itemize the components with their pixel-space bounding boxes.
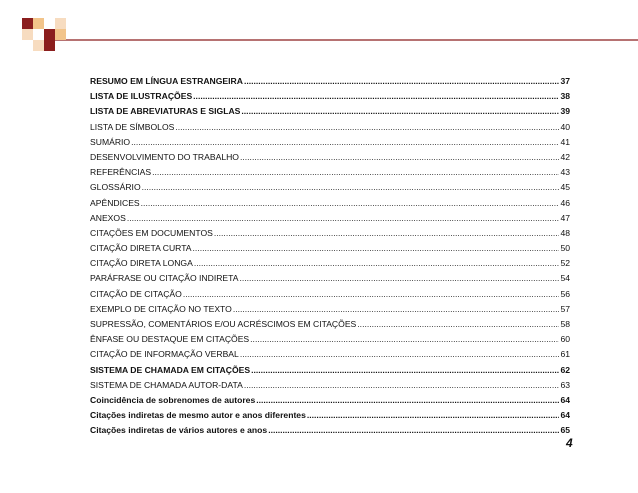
- toc-dot-leader: [214, 228, 560, 238]
- toc-entry[interactable]: [90, 198, 570, 213]
- toc-dot-leader: [240, 273, 560, 283]
- toc-entry[interactable]: [90, 213, 570, 228]
- toc-entry-page: 65: [560, 425, 570, 436]
- toc-entry[interactable]: [90, 243, 570, 258]
- toc-entry-page: 38: [560, 91, 570, 102]
- toc-dot-leader: [240, 152, 559, 162]
- toc-entry-page: 52: [560, 258, 570, 269]
- toc-entry-label: SUPRESSÃO, COMENTÁRIOS E/OU ACRÉSCIMOS EM CITAÇÕES: [90, 319, 357, 329]
- toc-entry[interactable]: [90, 410, 570, 425]
- toc-entry[interactable]: [90, 380, 570, 395]
- toc-entry-page: 62: [560, 364, 570, 375]
- toc-entry-page: 56: [560, 288, 570, 299]
- toc-dot-leader: [127, 213, 560, 223]
- toc-entry-page: 61: [560, 349, 570, 360]
- toc-entry-label: LISTA DE SÍMBOLOS: [90, 121, 175, 132]
- toc-dot-leader: [240, 349, 560, 359]
- toc-entry[interactable]: [90, 425, 570, 440]
- toc-entry[interactable]: [90, 319, 570, 334]
- toc-entry[interactable]: [90, 365, 570, 380]
- toc-entry[interactable]: [90, 152, 570, 167]
- deco-square: [33, 18, 44, 29]
- toc-dot-leader: [142, 182, 560, 192]
- toc-dot-leader: [251, 365, 559, 375]
- toc-entry-page: 41: [560, 136, 570, 147]
- toc-entry[interactable]: [90, 349, 570, 364]
- toc-entry-label: CITAÇÕES EM DOCUMENTOS: [90, 227, 213, 238]
- toc-entry-label: SUMÁRIO: [90, 136, 131, 147]
- toc-entry-label: ÊNFASE OU DESTAQUE EM CITAÇÕES: [90, 334, 250, 345]
- toc-entry-label: CITAÇÃO DE CITAÇÃO: [90, 288, 182, 299]
- toc-dot-leader: [241, 106, 559, 116]
- toc-entry-label: LISTA DE ILUSTRAÇÕES: [90, 91, 193, 102]
- toc-entry-page: 54: [560, 273, 570, 284]
- toc-dot-leader: [193, 91, 559, 101]
- toc-entry-page: 37: [560, 76, 570, 86]
- toc-entry[interactable]: [90, 304, 570, 319]
- toc-entry-label: CITAÇÃO DE INFORMAÇÃO VERBAL: [90, 349, 239, 360]
- toc-entry-label: APÊNDICES: [90, 197, 140, 208]
- toc-entry-label: DESENVOLVIMENTO DO TRABALHO: [90, 151, 239, 162]
- toc-entry[interactable]: [90, 106, 570, 121]
- toc-entry[interactable]: [90, 258, 570, 273]
- toc-entry[interactable]: [90, 76, 570, 91]
- deco-square: [44, 40, 55, 51]
- toc-entry-page: 63: [560, 379, 570, 390]
- toc-entry-label: REFERÊNCIAS: [90, 167, 152, 178]
- page-number: 4: [566, 436, 573, 450]
- table-of-contents: [90, 76, 570, 441]
- toc-entry[interactable]: [90, 182, 570, 197]
- toc-entry-label: SISTEMA DE CHAMADA EM CITAÇÕES: [90, 364, 251, 375]
- toc-entry-label: EXEMPLO DE CITAÇÃO NO TEXTO: [90, 303, 232, 314]
- deco-square: [55, 29, 66, 40]
- toc-entry-page: 48: [560, 227, 570, 238]
- toc-dot-leader: [307, 410, 560, 420]
- toc-dot-leader: [250, 334, 559, 344]
- toc-entry-page: 57: [560, 303, 570, 314]
- toc-dot-leader: [194, 258, 560, 268]
- deco-square: [55, 18, 66, 29]
- toc-entry-page: 42: [560, 151, 570, 162]
- toc-dot-leader: [357, 319, 559, 329]
- toc-dot-leader: [244, 76, 559, 86]
- toc-entry-page: 50: [560, 243, 570, 254]
- toc-entry-label: RESUMO EM LÍNGUA ESTRANGEIRA: [90, 76, 243, 86]
- toc-dot-leader: [256, 395, 559, 405]
- toc-entry-label: SISTEMA DE CHAMADA AUTOR-DATA: [90, 379, 243, 390]
- toc-entry-page: 64: [560, 394, 570, 405]
- toc-entry-page: 46: [560, 197, 570, 208]
- toc-dot-leader: [141, 198, 560, 208]
- toc-entry-label: PARÁFRASE OU CITAÇÃO INDIRETA: [90, 273, 239, 284]
- toc-entry[interactable]: [90, 334, 570, 349]
- toc-dot-leader: [131, 137, 559, 147]
- toc-entry-label: LISTA DE ABREVIATURAS E SIGLAS: [90, 106, 241, 117]
- deco-square: [22, 18, 33, 29]
- toc-dot-leader: [233, 304, 560, 314]
- toc-entry-label: ANEXOS: [90, 212, 126, 223]
- deco-square: [22, 29, 33, 40]
- toc-entry[interactable]: [90, 228, 570, 243]
- toc-entry-page: 47: [560, 212, 570, 223]
- toc-entry[interactable]: [90, 289, 570, 304]
- toc-dot-leader: [193, 243, 560, 253]
- toc-dot-leader: [152, 167, 559, 177]
- toc-entry[interactable]: [90, 122, 570, 137]
- toc-entry-label: Coincidência de sobrenomes de autores: [90, 394, 256, 405]
- toc-entry-page: 60: [560, 334, 570, 345]
- toc-entry[interactable]: [90, 91, 570, 106]
- toc-entry-page: 39: [560, 106, 570, 117]
- toc-entry[interactable]: [90, 273, 570, 288]
- toc-dot-leader: [175, 122, 559, 132]
- toc-entry-label: CITAÇÃO DIRETA LONGA: [90, 258, 193, 269]
- toc-entry[interactable]: [90, 395, 570, 410]
- square-pattern-icon: [0, 0, 638, 60]
- deco-square: [44, 29, 55, 40]
- toc-entry-page: 64: [560, 410, 570, 421]
- toc-entry-page: 58: [560, 319, 570, 329]
- toc-entry-page: 43: [560, 167, 570, 178]
- toc-entry[interactable]: [90, 167, 570, 182]
- toc-entry-page: 45: [560, 182, 570, 193]
- toc-dot-leader: [244, 380, 560, 390]
- toc-entry-label: Citações indiretas de vários autores e anos: [90, 425, 268, 436]
- deco-square: [33, 40, 44, 51]
- toc-dot-leader: [268, 425, 559, 435]
- toc-entry[interactable]: [90, 137, 570, 152]
- toc-entry-page: 40: [560, 121, 570, 132]
- toc-entry-label: GLOSSÁRIO: [90, 182, 141, 193]
- toc-entry-label: CITAÇÃO DIRETA CURTA: [90, 243, 192, 254]
- toc-dot-leader: [183, 289, 560, 299]
- toc-entry-label: Citações indiretas de mesmo autor e anos diferentes: [90, 410, 306, 421]
